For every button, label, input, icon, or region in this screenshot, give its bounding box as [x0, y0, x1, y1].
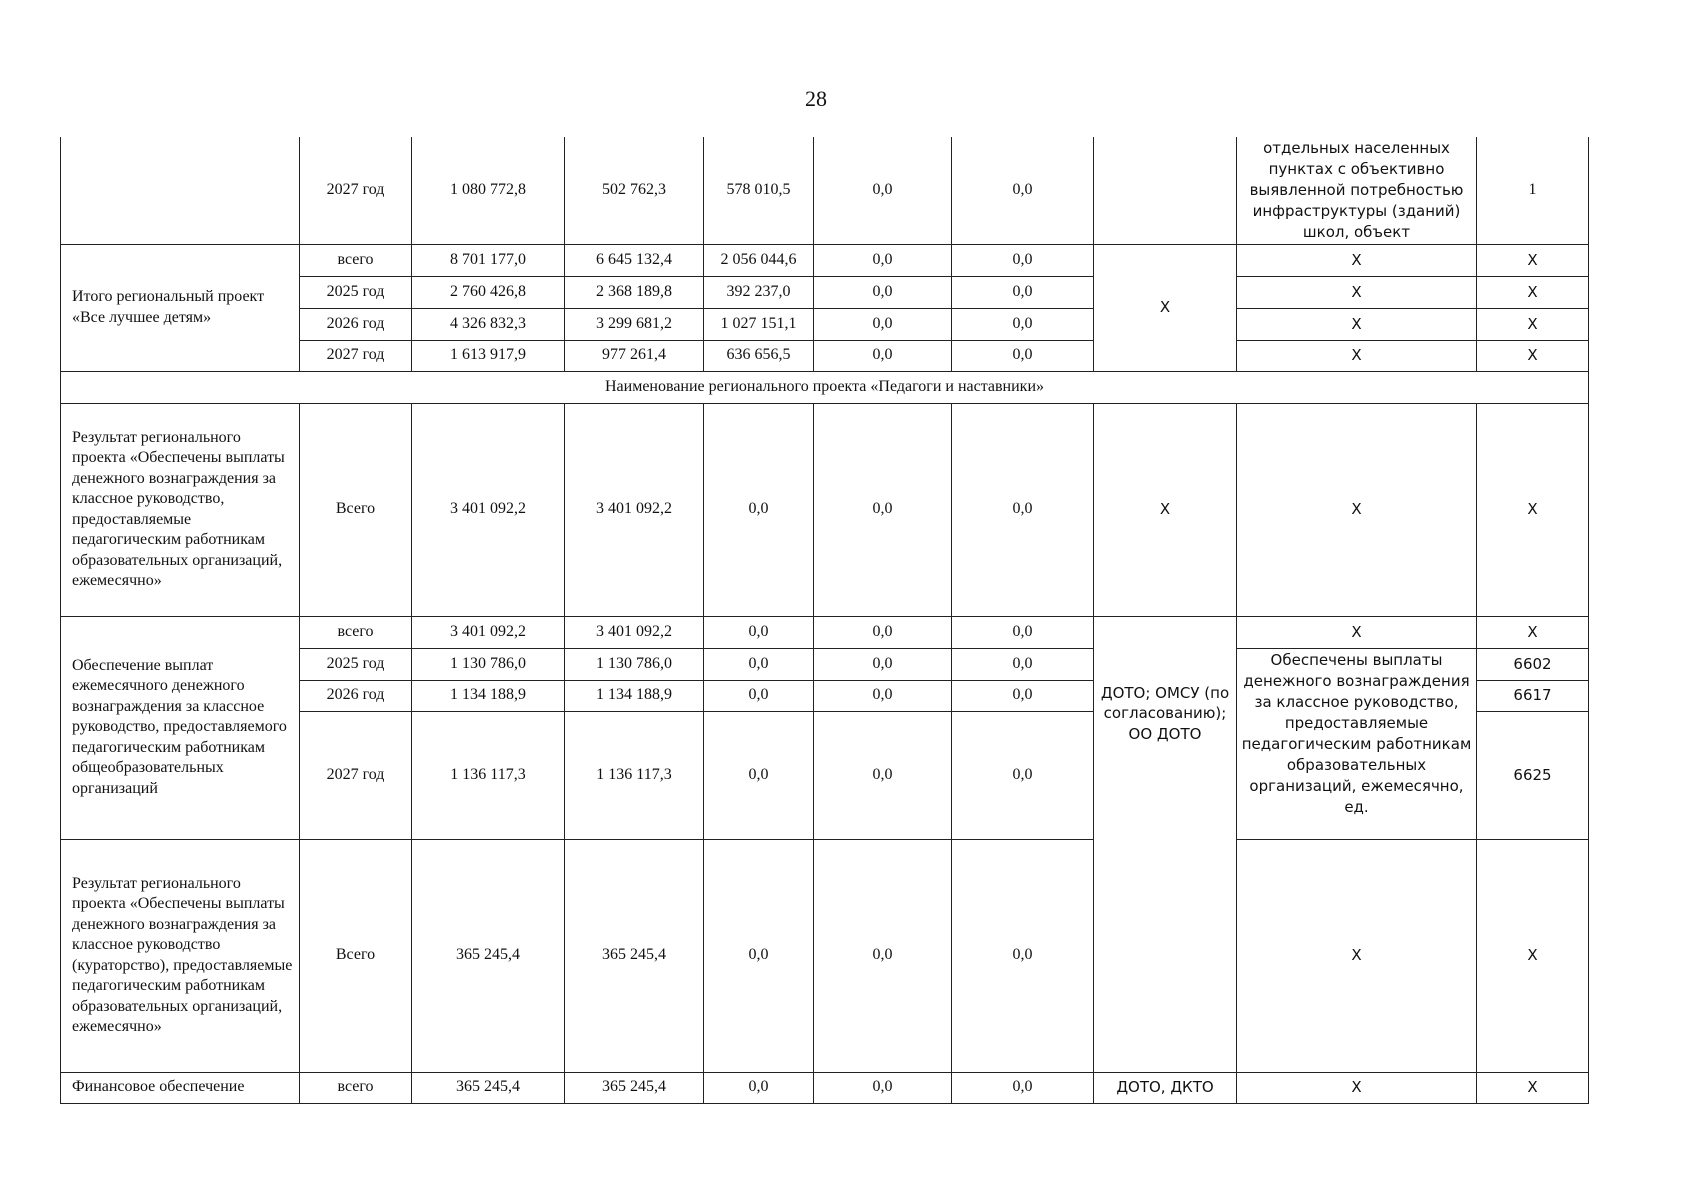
- section-title: Наименование регионального проекта «Педагоги и наставники»: [61, 371, 1589, 403]
- value-cell: 1 136 117,3: [565, 711, 704, 839]
- page-number: 28: [805, 86, 827, 111]
- value-cell: 1 130 786,0: [412, 648, 565, 680]
- indicator-cell: X: [1237, 244, 1477, 276]
- value-cell: 0,0: [704, 403, 814, 616]
- executor-cell: X: [1094, 403, 1237, 616]
- indicator-value-cell: X: [1477, 276, 1589, 308]
- period-cell: 2027 год: [300, 137, 412, 244]
- indicator-cell: X: [1237, 839, 1477, 1072]
- period-cell: 2026 год: [300, 680, 412, 711]
- indicator-cell: X: [1237, 403, 1477, 616]
- value-cell: 0,0: [952, 648, 1094, 680]
- period-cell: 2025 год: [300, 648, 412, 680]
- value-cell: 0,0: [952, 137, 1094, 244]
- value-cell: 0,0: [814, 1072, 952, 1103]
- value-cell: 0,0: [704, 839, 814, 1072]
- value-cell: 1 080 772,8: [412, 137, 565, 244]
- row-label: Итого региональный проект «Все лучшее детям»: [61, 244, 300, 371]
- value-cell: 0,0: [704, 1072, 814, 1103]
- indicator-value-cell: 1: [1477, 137, 1589, 244]
- indicator-value-cell: 6602: [1477, 648, 1589, 680]
- value-cell: 365 245,4: [565, 839, 704, 1072]
- value-cell: 0,0: [814, 308, 952, 340]
- row-label: Обеспечение выплат ежемесячного денежного вознаграждения за классное руководство, предоставляемого педагогическим работникам общеобразовательных организаций: [61, 616, 300, 839]
- value-cell: 1 134 188,9: [565, 680, 704, 711]
- period-cell: всего: [300, 1072, 412, 1103]
- indicator-value-cell: X: [1477, 340, 1589, 371]
- table-row: [61, 616, 1589, 648]
- value-cell: 2 760 426,8: [412, 276, 565, 308]
- value-cell: 502 762,3: [565, 137, 704, 244]
- indicator-cell: X: [1237, 308, 1477, 340]
- indicator-cell: Обеспечены выплаты денежного вознаграждения за классное руководство, предоставляемые педагогическим работникам образовательных организаций, ежемесячно, ед.: [1237, 648, 1477, 839]
- table-cell: [61, 137, 300, 244]
- value-cell: 0,0: [952, 711, 1094, 839]
- executor-cell: ДОТО, ДКТО: [1094, 1072, 1237, 1103]
- value-cell: 0,0: [704, 711, 814, 839]
- indicator-cell: отдельных населенных пунктах с объективно выявленной потребностью инфраструктуры (зданий) школ, объект: [1237, 137, 1477, 244]
- value-cell: 0,0: [952, 340, 1094, 371]
- indicator-value-cell: 6625: [1477, 711, 1589, 839]
- row-label: Результат регионального проекта «Обеспечены выплаты денежного вознаграждения за классное руководство (кураторство), предоставляемые педагогическим работникам образовательных организаций, ежемесячно»: [61, 839, 300, 1072]
- executor-cell: [1094, 137, 1237, 244]
- value-cell: 0,0: [814, 276, 952, 308]
- value-cell: 0,0: [814, 244, 952, 276]
- value-cell: 4 326 832,3: [412, 308, 565, 340]
- value-cell: 0,0: [952, 244, 1094, 276]
- period-cell: 2025 год: [300, 276, 412, 308]
- period-cell: 2026 год: [300, 308, 412, 340]
- table-row: [61, 1072, 1589, 1103]
- value-cell: 3 299 681,2: [565, 308, 704, 340]
- row-label: Финансовое обеспечение: [61, 1072, 300, 1103]
- value-cell: 3 401 092,2: [565, 403, 704, 616]
- value-cell: 8 701 177,0: [412, 244, 565, 276]
- value-cell: 365 245,4: [565, 1072, 704, 1103]
- value-cell: 0,0: [952, 616, 1094, 648]
- period-cell: всего: [300, 244, 412, 276]
- value-cell: 0,0: [814, 137, 952, 244]
- value-cell: 0,0: [704, 680, 814, 711]
- value-cell: 0,0: [952, 1072, 1094, 1103]
- value-cell: 0,0: [814, 648, 952, 680]
- value-cell: 0,0: [814, 711, 952, 839]
- value-cell: 365 245,4: [412, 839, 565, 1072]
- table-row: [61, 403, 1589, 616]
- table-row: [61, 839, 1589, 1072]
- value-cell: 1 027 151,1: [704, 308, 814, 340]
- value-cell: 0,0: [952, 276, 1094, 308]
- value-cell: 0,0: [704, 616, 814, 648]
- period-cell: 2027 год: [300, 711, 412, 839]
- indicator-value-cell: X: [1477, 1072, 1589, 1103]
- value-cell: 1 136 117,3: [412, 711, 565, 839]
- indicator-cell: X: [1237, 616, 1477, 648]
- table-row: [61, 371, 1589, 403]
- value-cell: 3 401 092,2: [565, 616, 704, 648]
- indicator-value-cell: X: [1477, 244, 1589, 276]
- period-cell: всего: [300, 616, 412, 648]
- period-cell: Всего: [300, 839, 412, 1072]
- executor-cell: X: [1094, 244, 1237, 371]
- value-cell: 2 368 189,8: [565, 276, 704, 308]
- table-row: [61, 244, 1589, 276]
- indicator-value-cell: X: [1477, 839, 1589, 1072]
- value-cell: 0,0: [814, 340, 952, 371]
- period-cell: 2027 год: [300, 340, 412, 371]
- value-cell: 6 645 132,4: [565, 244, 704, 276]
- value-cell: 636 656,5: [704, 340, 814, 371]
- value-cell: 0,0: [952, 403, 1094, 616]
- value-cell: 0,0: [814, 616, 952, 648]
- value-cell: 0,0: [814, 403, 952, 616]
- indicator-value-cell: X: [1477, 403, 1589, 616]
- value-cell: 578 010,5: [704, 137, 814, 244]
- value-cell: 0,0: [704, 648, 814, 680]
- value-cell: 0,0: [814, 680, 952, 711]
- value-cell: 1 134 188,9: [412, 680, 565, 711]
- indicator-cell: X: [1237, 340, 1477, 371]
- value-cell: 1 130 786,0: [565, 648, 704, 680]
- value-cell: 2 056 044,6: [704, 244, 814, 276]
- value-cell: 1 613 917,9: [412, 340, 565, 371]
- value-cell: 3 401 092,2: [412, 403, 565, 616]
- indicator-cell: X: [1237, 1072, 1477, 1103]
- value-cell: 365 245,4: [412, 1072, 565, 1103]
- value-cell: 3 401 092,2: [412, 616, 565, 648]
- indicator-cell: X: [1237, 276, 1477, 308]
- value-cell: 392 237,0: [704, 276, 814, 308]
- period-cell: Всего: [300, 403, 412, 616]
- value-cell: 0,0: [952, 308, 1094, 340]
- row-label: Результат регионального проекта «Обеспечены выплаты денежного вознаграждения за классное руководство, предоставляемые педагогическим работникам образовательных организаций, ежемесячно»: [61, 403, 300, 616]
- value-cell: 977 261,4: [565, 340, 704, 371]
- indicator-value-cell: X: [1477, 308, 1589, 340]
- value-cell: 0,0: [814, 839, 952, 1072]
- value-cell: 0,0: [952, 680, 1094, 711]
- indicator-value-cell: 6617: [1477, 680, 1589, 711]
- table-row: [61, 137, 1589, 244]
- executor-cell: ДОТО; ОМСУ (по согласованию); ОО ДОТО: [1094, 616, 1237, 1072]
- indicator-value-cell: X: [1477, 616, 1589, 648]
- value-cell: 0,0: [952, 839, 1094, 1072]
- budget-table: [60, 137, 1589, 1104]
